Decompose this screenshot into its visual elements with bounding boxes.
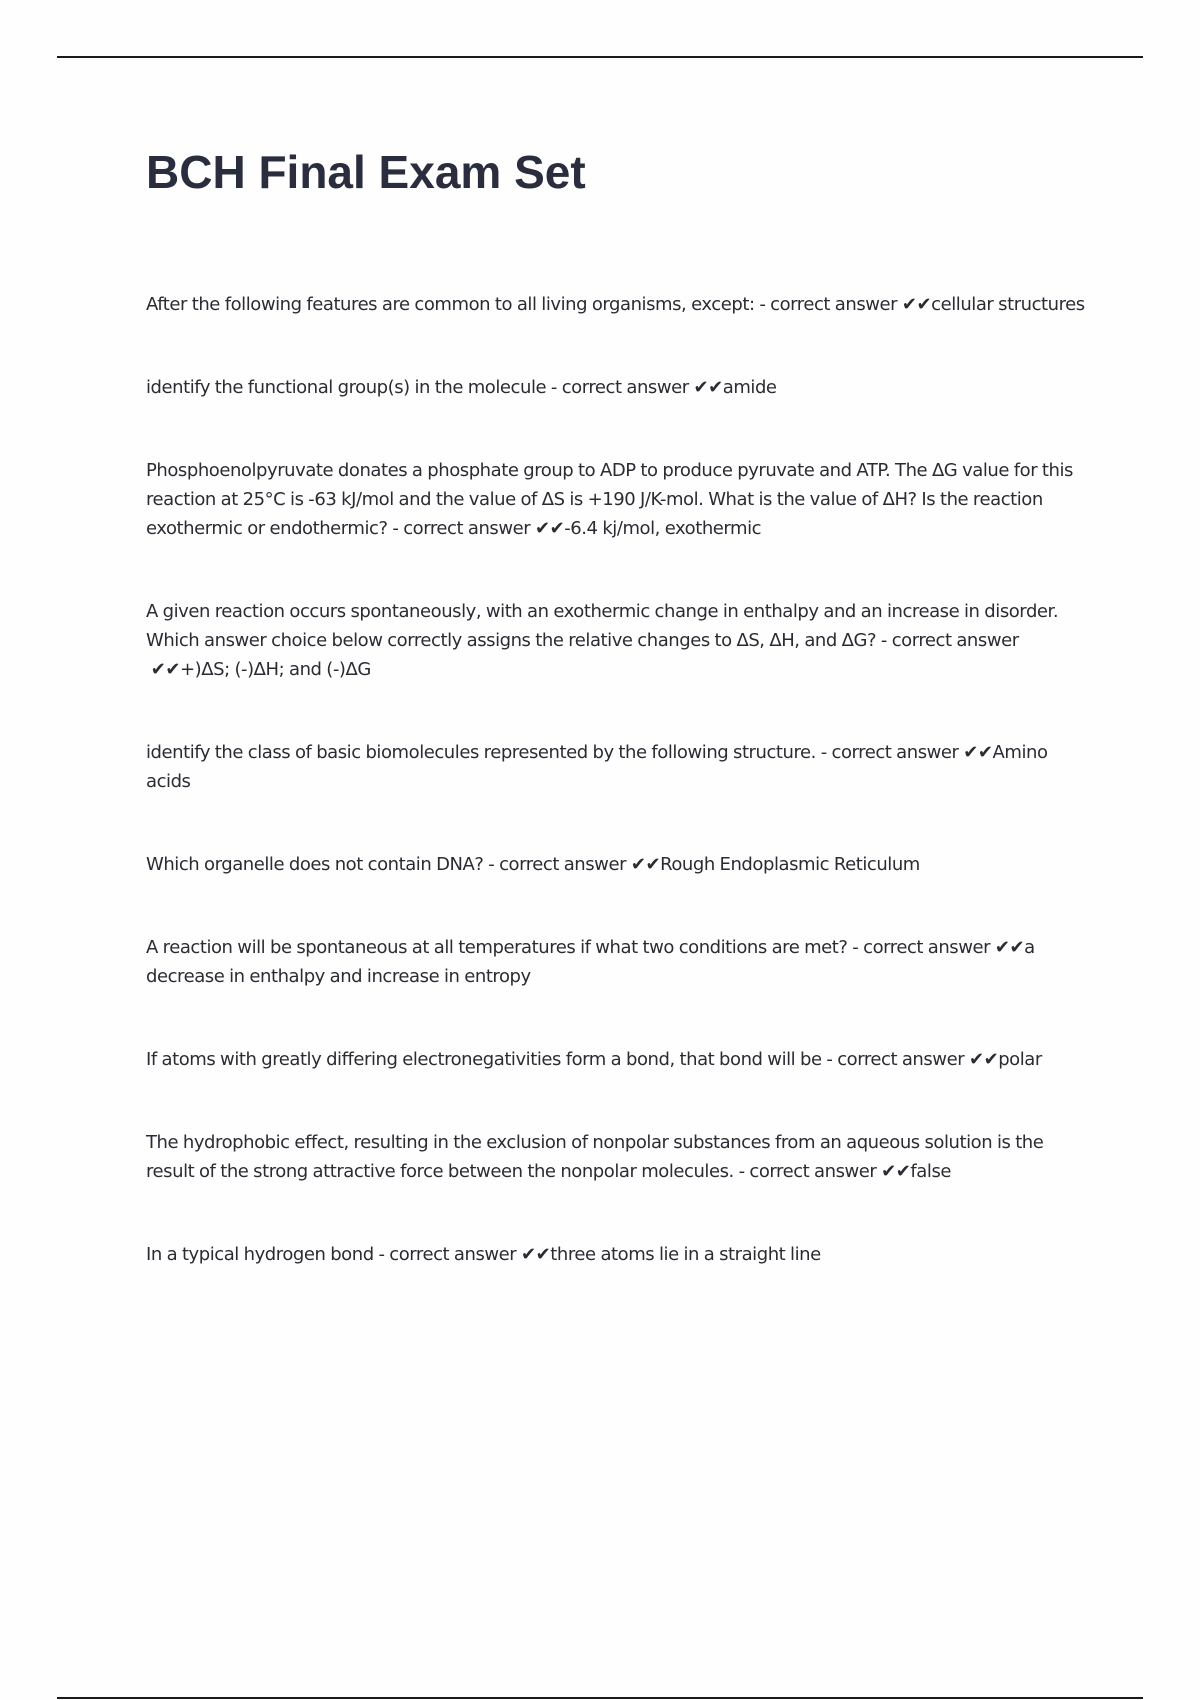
question-text: Phosphoenolpyruvate donates a phosphate group to ADP to produce pyruvate and ATP. The ΔG value for this reaction at 25°C is -63 kJ/mol and the value of ΔS is +190 J/K-mol. What is the value of ΔH? Is the reaction exothermic or endothermic?	[146, 460, 1073, 539]
answer-separator: -	[373, 1244, 390, 1265]
question-answer-item	[146, 373, 1086, 402]
answer-text: cellular structures	[931, 294, 1085, 315]
checkmark-icon: ✔✔	[150, 659, 181, 680]
question-answer-list	[146, 290, 1086, 1269]
answer-label: correct answer	[891, 630, 1019, 651]
question-text: After the following features are common to all living organisms, except:	[146, 294, 755, 315]
answer-separator: -	[847, 937, 864, 958]
checkmark-icon: ✔✔	[521, 1244, 551, 1265]
answer-label: correct answer	[389, 1244, 517, 1265]
answer-label: correct answer	[770, 294, 898, 315]
answer-label: correct answer	[831, 742, 959, 763]
checkmark-icon: ✔✔	[901, 294, 932, 315]
question-answer-item	[146, 1045, 1086, 1074]
question-answer-item	[146, 738, 1086, 796]
question-text: The hydrophobic effect, resulting in the exclusion of nonpolar substances from an aqueous solution is the result of the strong attractive force between the nonpolar molecules.	[146, 1132, 1044, 1182]
question-answer-item	[146, 290, 1086, 319]
checkmark-icon: ✔✔	[881, 1161, 911, 1182]
answer-text: three atoms lie in a straight line	[550, 1244, 821, 1265]
answer-separator: -	[733, 1161, 750, 1182]
answer-separator: -	[754, 294, 771, 315]
answer-text: a decrease in enthalpy and increase in entropy	[146, 937, 1035, 987]
question-answer-item	[146, 456, 1086, 543]
answer-label: correct answer	[403, 518, 531, 539]
answer-separator: -	[876, 630, 892, 651]
question-text: identify the class of basic biomolecules represented by the following structure.	[146, 742, 816, 763]
question-text: Which organelle does not contain DNA?	[146, 854, 484, 875]
checkmark-icon: ✔✔	[534, 518, 565, 539]
answer-separator: -	[483, 854, 500, 875]
answer-separator: -	[387, 518, 404, 539]
answer-separator: -	[821, 1049, 838, 1070]
checkmark-icon: ✔✔	[630, 854, 661, 875]
question-answer-item	[146, 850, 1086, 879]
answer-label: correct answer	[561, 377, 689, 398]
answer-label: correct answer	[837, 1049, 965, 1070]
checkmark-icon: ✔✔	[968, 1049, 999, 1070]
bottom-rule	[57, 1697, 1143, 1699]
answer-separator: -	[815, 742, 832, 763]
document-title: BCH Final Exam Set	[146, 146, 586, 198]
checkmark-icon: ✔✔	[963, 742, 993, 763]
question-text: identify the functional group(s) in the molecule	[146, 377, 547, 398]
top-rule	[57, 56, 1143, 58]
question-answer-item	[146, 597, 1086, 684]
answer-label: correct answer	[863, 937, 991, 958]
question-answer-item	[146, 1128, 1086, 1186]
answer-label: correct answer	[499, 854, 627, 875]
checkmark-icon: ✔✔	[994, 937, 1025, 958]
question-text: A given reaction occurs spontaneously, with an exothermic change in enthalpy and an increase in disorder. Which answer choice below correctly assigns the relative changes to ΔS, ΔH, and ΔG?	[146, 601, 1059, 651]
question-answer-item	[146, 1240, 1086, 1269]
question-text: In a typical hydrogen bond	[146, 1244, 374, 1265]
checkmark-icon: ✔✔	[693, 377, 723, 398]
answer-text: Rough Endoplasmic Reticulum	[660, 854, 920, 875]
question-answer-item	[146, 933, 1086, 991]
answer-text: -6.4 kj/mol, exothermic	[564, 518, 762, 539]
question-text: If atoms with greatly differing electronegativities form a bond, that bond will be	[146, 1049, 822, 1070]
question-text: A reaction will be spontaneous at all temperatures if what two conditions are met?	[146, 937, 848, 958]
answer-text: Amino acids	[146, 742, 1048, 792]
answer-separator: -	[546, 377, 562, 398]
answer-label: correct answer	[749, 1161, 877, 1182]
answer-text: amide	[722, 377, 777, 398]
answer-text: false	[910, 1161, 951, 1182]
answer-text: polar	[998, 1049, 1042, 1070]
answer-text: +)ΔS; (-)ΔH; and (-)ΔG	[180, 659, 371, 680]
